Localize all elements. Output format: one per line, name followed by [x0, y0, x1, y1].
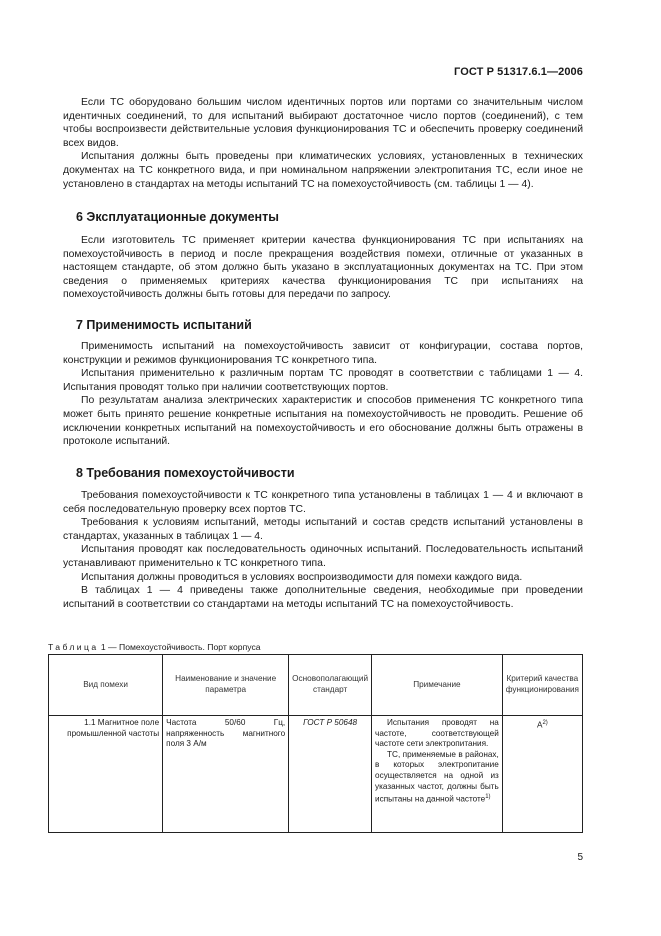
paragraph: Требования помехоустойчивости к ТС конкретного типа установлены в таблицах 1 — 4 и включают в себя последовательную проверку всех портов ТС. [63, 490, 583, 515]
paragraph: Если ТС оборудовано большим числом идентичных портов или портами со значительным числом идентичных соединений, то для испытаний выбирают достаточное число портов (соединений), с тем чтобы воспроизвести действительные условия функционирования ТС и обеспечить проверку соединений всех видов. [63, 97, 583, 149]
table-caption-text: 1 — Помехоустойчивость. Порт корпуса [100, 642, 261, 652]
note-line [375, 750, 499, 806]
cell-standard: ГОСТ Р 50648 [289, 716, 372, 833]
paragraph: Применимость испытаний на помехоустойчивость зависит от конфигурации, состава портов, конструкции и режимов функционирования ТС конкретного типа. [63, 341, 583, 366]
table-header-row [49, 655, 583, 716]
footnote-ref: 2) [542, 720, 548, 726]
section-7-heading: 7 Применимость испытаний [76, 318, 252, 332]
paragraph: По результатам анализа электрических характеристик и способов применения ТС конкретного типа может быть принято решение конкретные испытания на помехоустойчивость не проводить. Решение об исключении конкретных испытаний на помехоустойчивость и его обоснование должны быть отражены в протоколе испытаний. [63, 395, 583, 448]
paragraph: Испытания должны проводиться в условиях воспроизводимости для помехи каждого вида. [81, 571, 523, 583]
header-cell: Критерий качества функционирования [502, 655, 582, 716]
section-6-text [63, 234, 583, 302]
section-8-heading: 8 Требования помехоустойчивости [76, 466, 295, 480]
header-cell: Примечание [372, 655, 503, 716]
cell-note [372, 716, 503, 833]
paragraph: Испытания должны быть проведены при климатических условиях, установленных в технических документах на ТС конкретного вида, и при номинальном напряжении электропитания ТС, если иное не установлено в стандартах на методы испытаний ТС на помехоустойчивость (см. таблицы 1 — 4). [63, 151, 583, 190]
table-row [49, 716, 583, 833]
section-8-text [63, 489, 583, 611]
footnote-ref: 1) [485, 794, 491, 801]
section-7-text [63, 340, 583, 449]
document-code: ГОСТ Р 51317.6.1—2006 [454, 66, 583, 78]
page-number: 5 [577, 852, 583, 863]
header-cell: Основополагающий стандарт [289, 655, 372, 716]
intro-text [63, 96, 583, 191]
table-caption-label: Таблица [48, 642, 99, 652]
cell-criterion [502, 716, 582, 833]
paragraph: Испытания проводят как последовательность одиночных испытаний. Последовательность испытаний устанавливают применительно к ТС конкретного типа. [63, 544, 583, 569]
paragraph: Если изготовитель ТС применяет критерии качества функционирования ТС при испытаниях на помехоустойчивость в период и после прекращения воздействия помехи, отличные от указанных в настоящем стандарте, об этом должно быть указано в эксплуатационных документах на ТС. При этом сведения о применяемых критериях качества функционирования ТС при испытаниях на помехоустойчивость должны быть готовы для передачи по запросу. [63, 235, 583, 301]
note-text: ТС, применяемые в районах, в которых электропитание осуществляется на одной из указанных частот, должны быть испытаны на данной частоте [375, 749, 499, 804]
header-cell: Наименование и значение параметра [163, 655, 289, 716]
section-6-heading: 6 Эксплуатационные документы [76, 210, 279, 224]
paragraph: Испытания применительно к различным портам ТС проводят в соответствии с таблицами 1 — 4. Испытания проводят только при наличии соответствующих портов. [63, 368, 583, 393]
note-line: Испытания проводят на частоте, соответствующей частоте сети электропитания. [375, 718, 499, 749]
paragraph: Требования к условиям испытаний, методы испытаний и состав средств испытаний установлены в стандартах, указанных в таблицах 1 — 4. [63, 517, 583, 542]
cell-param: Частота 50/60 Гц, напряженность магнитного поля 3 А/м [163, 716, 289, 833]
cell-kind: 1.1 Магнитное поле промышленной частоты [49, 716, 163, 833]
paragraph: В таблицах 1 — 4 приведены также дополнительные сведения, необходимые при проведении испытаний в соответствии со стандартами на методы испытаний ТС на помехоустойчивость. [63, 585, 583, 610]
table-1 [48, 654, 583, 833]
header-cell: Вид помехи [49, 655, 163, 716]
table-caption [48, 642, 261, 652]
criterion-value: A [536, 720, 543, 730]
